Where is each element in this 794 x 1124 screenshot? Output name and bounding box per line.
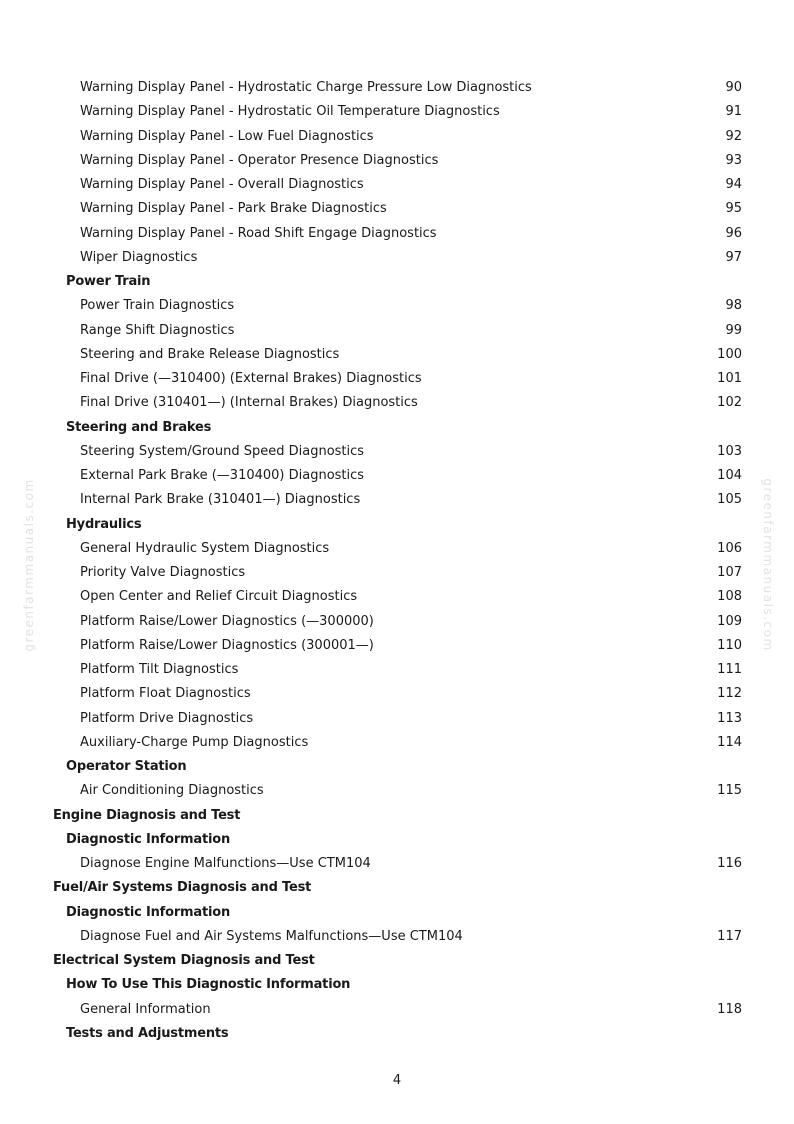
toc-entry-page: 108 bbox=[717, 589, 742, 605]
toc-entry[interactable] bbox=[0, 852, 794, 876]
toc-entry[interactable] bbox=[0, 488, 794, 512]
toc-entry-title: Open Center and Relief Circuit Diagnostics bbox=[80, 589, 358, 605]
toc-entry-title: Wiper Diagnostics bbox=[80, 249, 198, 265]
toc-entry-page: 98 bbox=[725, 298, 742, 314]
toc-entry[interactable] bbox=[0, 319, 794, 343]
toc-entry-page: 93 bbox=[725, 152, 742, 168]
toc-entry-title: Hydraulics bbox=[66, 516, 142, 532]
toc-entry-title: Fuel/Air Systems Diagnosis and Test bbox=[53, 880, 312, 896]
toc-entry-title: Warning Display Panel - Operator Presence Diagnostics bbox=[80, 152, 439, 168]
toc-entry-page: 114 bbox=[717, 734, 742, 750]
toc-entry[interactable] bbox=[0, 464, 794, 488]
toc-entry-title: Warning Display Panel - Hydrostatic Charge Pressure Low Diagnostics bbox=[80, 80, 532, 95]
toc-entry[interactable] bbox=[0, 246, 794, 270]
toc-entry-title: Engine Diagnosis and Test bbox=[53, 807, 241, 823]
toc-entry-title: General Hydraulic System Diagnostics bbox=[80, 540, 330, 556]
toc-entry-title: Platform Raise/Lower Diagnostics (300001—) bbox=[80, 637, 374, 653]
toc-entry[interactable] bbox=[0, 779, 794, 803]
toc-entry[interactable] bbox=[0, 294, 794, 318]
toc-entry[interactable] bbox=[0, 682, 794, 706]
toc-entry-page: 97 bbox=[725, 249, 742, 265]
toc-section-heading[interactable] bbox=[0, 876, 794, 900]
toc-entry[interactable] bbox=[0, 149, 794, 173]
toc-entry-page: 106 bbox=[717, 540, 742, 556]
toc-entry[interactable] bbox=[0, 537, 794, 561]
toc-entry-title: Diagnostic Information bbox=[66, 904, 231, 920]
toc-entry-page: 92 bbox=[725, 128, 742, 144]
toc-entry-page: 112 bbox=[717, 686, 742, 702]
toc-entry[interactable] bbox=[0, 173, 794, 197]
toc-entry-title: Platform Float Diagnostics bbox=[80, 686, 251, 702]
table-of-contents bbox=[0, 76, 794, 1046]
toc-entry-title: Warning Display Panel - Low Fuel Diagnostics bbox=[80, 128, 374, 144]
toc-entry[interactable] bbox=[0, 343, 794, 367]
toc-section-heading[interactable] bbox=[0, 949, 794, 973]
toc-entry-page: 99 bbox=[725, 322, 742, 338]
toc-entry-title: Operator Station bbox=[66, 759, 187, 774]
toc-entry-title: Warning Display Panel - Road Shift Engage Diagnostics bbox=[80, 225, 437, 241]
toc-entry-title: Steering System/Ground Speed Diagnostics bbox=[80, 443, 365, 459]
toc-entry[interactable] bbox=[0, 222, 794, 246]
toc-entry-page: 115 bbox=[717, 783, 742, 799]
toc-section-heading[interactable] bbox=[0, 804, 794, 828]
toc-entry[interactable] bbox=[0, 367, 794, 391]
toc-entry[interactable] bbox=[0, 76, 794, 100]
toc-section-heading[interactable] bbox=[0, 828, 794, 852]
toc-entry-page: 104 bbox=[717, 468, 742, 483]
toc-entry-page: 109 bbox=[717, 613, 742, 629]
toc-entry-title: Platform Drive Diagnostics bbox=[80, 710, 254, 726]
toc-entry-page: 110 bbox=[717, 637, 742, 653]
toc-entry-page: 102 bbox=[717, 395, 742, 411]
toc-entry-page: 118 bbox=[717, 1001, 742, 1017]
toc-entry-title: Platform Tilt Diagnostics bbox=[80, 662, 239, 677]
page-number: 4 bbox=[392, 1073, 402, 1088]
toc-section-heading[interactable] bbox=[0, 901, 794, 925]
toc-entry-page: 111 bbox=[717, 662, 742, 677]
toc-entry[interactable] bbox=[0, 125, 794, 149]
toc-entry-title: Final Drive (—310400) (External Brakes) Diagnostics bbox=[80, 371, 422, 386]
watermark-right: greenfarmmanuals.com bbox=[761, 478, 775, 652]
toc-entry-page: 91 bbox=[725, 104, 742, 120]
toc-entry-page: 103 bbox=[717, 443, 742, 459]
toc-entry[interactable] bbox=[0, 610, 794, 634]
watermark-left: greenfarmmanuals.com bbox=[22, 478, 36, 652]
toc-entry[interactable] bbox=[0, 197, 794, 221]
toc-entry-title: Internal Park Brake (310401—) Diagnostics bbox=[80, 492, 361, 508]
toc-entry-page: 113 bbox=[717, 710, 742, 726]
toc-section-heading[interactable] bbox=[0, 755, 794, 779]
toc-entry-title: Diagnose Engine Malfunctions—Use CTM104 bbox=[80, 856, 371, 871]
toc-section-heading[interactable] bbox=[0, 513, 794, 537]
toc-entry[interactable] bbox=[0, 634, 794, 658]
toc-entry[interactable] bbox=[0, 100, 794, 124]
toc-entry[interactable] bbox=[0, 731, 794, 755]
toc-entry-title: Power Train Diagnostics bbox=[80, 298, 235, 314]
toc-entry-title: Range Shift Diagnostics bbox=[80, 322, 235, 338]
toc-entry[interactable] bbox=[0, 561, 794, 585]
toc-entry-page: 95 bbox=[725, 201, 742, 217]
toc-entry-title: Final Drive (310401—) (Internal Brakes) Diagnostics bbox=[80, 395, 418, 411]
toc-entry-title: Power Train bbox=[66, 274, 151, 289]
toc-section-heading[interactable] bbox=[0, 270, 794, 294]
toc-entry-page: 90 bbox=[725, 80, 742, 95]
toc-entry-title: Warning Display Panel - Park Brake Diagnostics bbox=[80, 201, 387, 217]
toc-entry-page: 116 bbox=[717, 856, 742, 871]
toc-section-heading[interactable] bbox=[0, 416, 794, 440]
toc-entry-title: Diagnose Fuel and Air Systems Malfunctions—Use CTM104 bbox=[80, 928, 463, 944]
toc-entry[interactable] bbox=[0, 707, 794, 731]
toc-entry-title: How To Use This Diagnostic Information bbox=[66, 977, 351, 993]
toc-section-heading[interactable] bbox=[0, 973, 794, 997]
toc-entry-page: 96 bbox=[725, 225, 742, 241]
toc-entry-page: 101 bbox=[717, 371, 742, 386]
toc-entry-page: 107 bbox=[717, 565, 742, 580]
toc-entry-title: Priority Valve Diagnostics bbox=[80, 565, 246, 580]
toc-entry-title: External Park Brake (—310400) Diagnostics bbox=[80, 468, 365, 483]
toc-entry-page: 100 bbox=[717, 346, 742, 362]
toc-entry-title: Steering and Brakes bbox=[66, 419, 212, 435]
toc-entry[interactable] bbox=[0, 925, 794, 949]
toc-entry[interactable] bbox=[0, 391, 794, 415]
toc-entry-title: Platform Raise/Lower Diagnostics (—300000) bbox=[80, 613, 374, 629]
toc-entry[interactable] bbox=[0, 658, 794, 682]
toc-section-heading[interactable] bbox=[0, 1022, 794, 1046]
toc-entry-title: Diagnostic Information bbox=[66, 831, 231, 847]
toc-entry-page: 94 bbox=[725, 177, 742, 192]
toc-entry-title: Electrical System Diagnosis and Test bbox=[53, 953, 315, 968]
toc-entry[interactable] bbox=[0, 998, 794, 1022]
toc-entry-title: Warning Display Panel - Overall Diagnostics bbox=[80, 177, 364, 192]
toc-entry-title: Air Conditioning Diagnostics bbox=[80, 783, 264, 799]
toc-entry-title: Auxiliary-Charge Pump Diagnostics bbox=[80, 734, 309, 750]
toc-entry-page: 105 bbox=[717, 492, 742, 508]
toc-entry[interactable] bbox=[0, 440, 794, 464]
toc-entry-title: Steering and Brake Release Diagnostics bbox=[80, 346, 340, 362]
toc-entry-title: Tests and Adjustments bbox=[66, 1025, 229, 1041]
toc-entry[interactable] bbox=[0, 585, 794, 609]
toc-entry-page: 117 bbox=[717, 928, 742, 944]
toc-entry-title: General Information bbox=[80, 1001, 211, 1017]
toc-entry-title: Warning Display Panel - Hydrostatic Oil Temperature Diagnostics bbox=[80, 104, 500, 120]
